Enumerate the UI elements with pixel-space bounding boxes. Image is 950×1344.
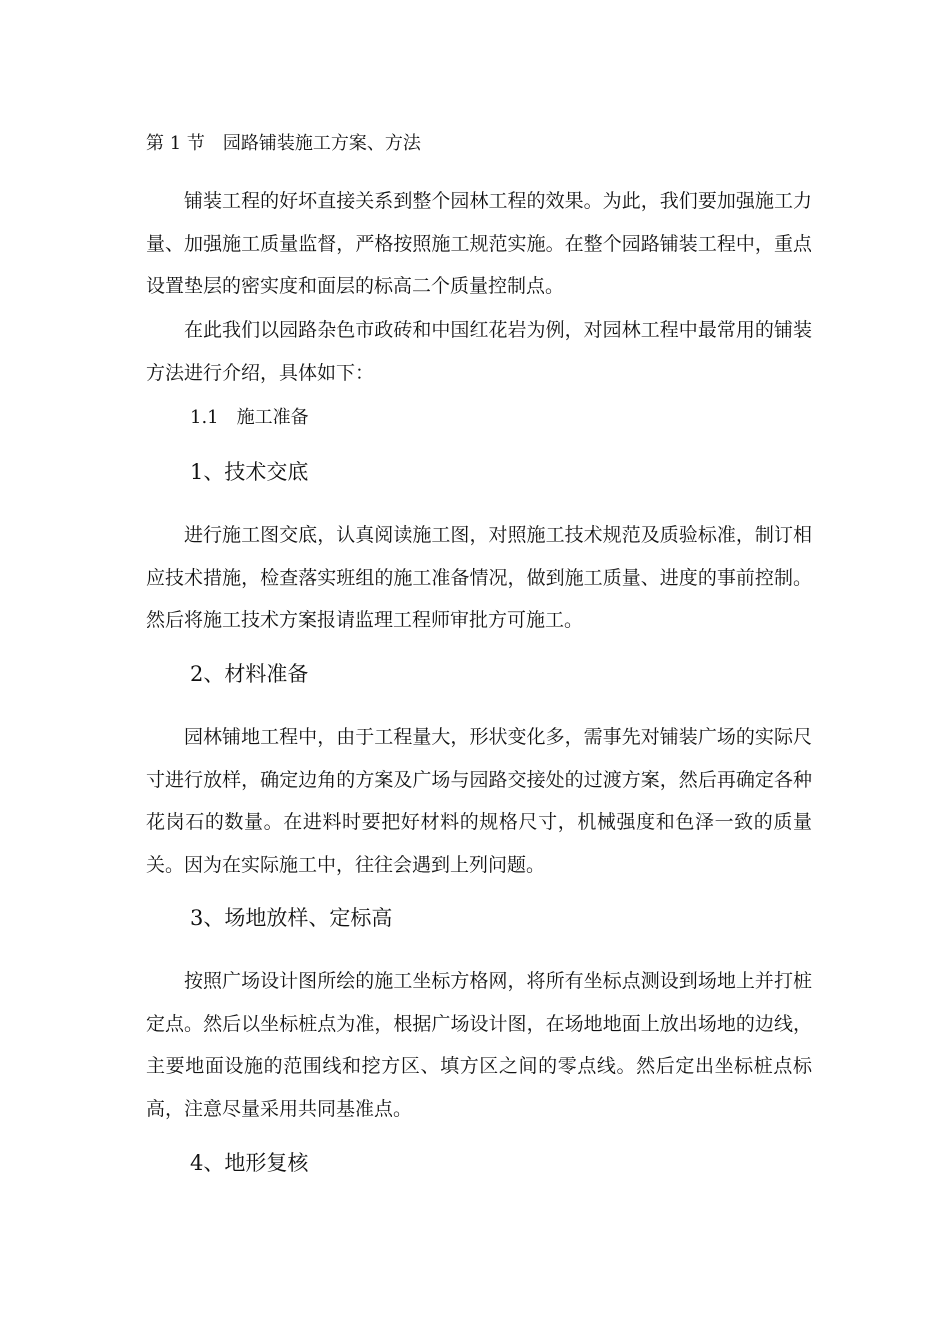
heading-technical-briefing: 1、技术交底 — [190, 460, 309, 484]
subsection-title: 1.1 施工准备 — [190, 407, 309, 428]
section-title: 第 1 节 园路铺装施工方案、方法 — [146, 133, 421, 154]
paragraph-technical-briefing: 进行施工图交底，认真阅读施工图，对照施工技术规范及质验标准，制订相应技术措施，检查落实班组的施工准备情况，做到施工质量、进度的事前控制。然后将施工技术方案报请监理工程师审批方可施工。 — [146, 524, 812, 631]
heading-material-preparation: 2、材料准备 — [190, 662, 309, 686]
paragraph-material-preparation: 园林铺地工程中，由于工程量大，形状变化多，需事先对铺装广场的实际尺寸进行放样，确定边角的方案及广场与园路交接处的过渡方案，然后再确定各种花岗石的数量。在进料时要把好材料的规格尺寸，机械强度和色泽一致的质量关。因为在实际施工中，往往会遇到上列问题。 — [146, 726, 812, 876]
intro-paragraph-1: 铺装工程的好坏直接关系到整个园林工程的效果。为此，我们要加强施工力量、加强施工质量监督，严格按照施工规范实施。在整个园路铺装工程中，重点设置垫层的密实度和面层的标高二个质量控制点。 — [146, 190, 812, 297]
heading-terrain-check: 4、地形复核 — [190, 1151, 309, 1175]
heading-site-setout: 3、场地放样、定标高 — [190, 906, 393, 930]
intro-paragraph-2: 在此我们以园路杂色市政砖和中国红花岩为例，对园林工程中最常用的铺装方法进行介绍，具体如下： — [146, 319, 812, 384]
paragraph-site-setout: 按照广场设计图所绘的施工坐标方格网，将所有坐标点测设到场地上并打桩定点。然后以坐标桩点为准，根据广场设计图，在场地地面上放出场地的边线，主要地面设施的范围线和挖方区、填方区之间的零点线。然后定出坐标桩点标高，注意尽量采用共同基准点。 — [146, 970, 812, 1120]
